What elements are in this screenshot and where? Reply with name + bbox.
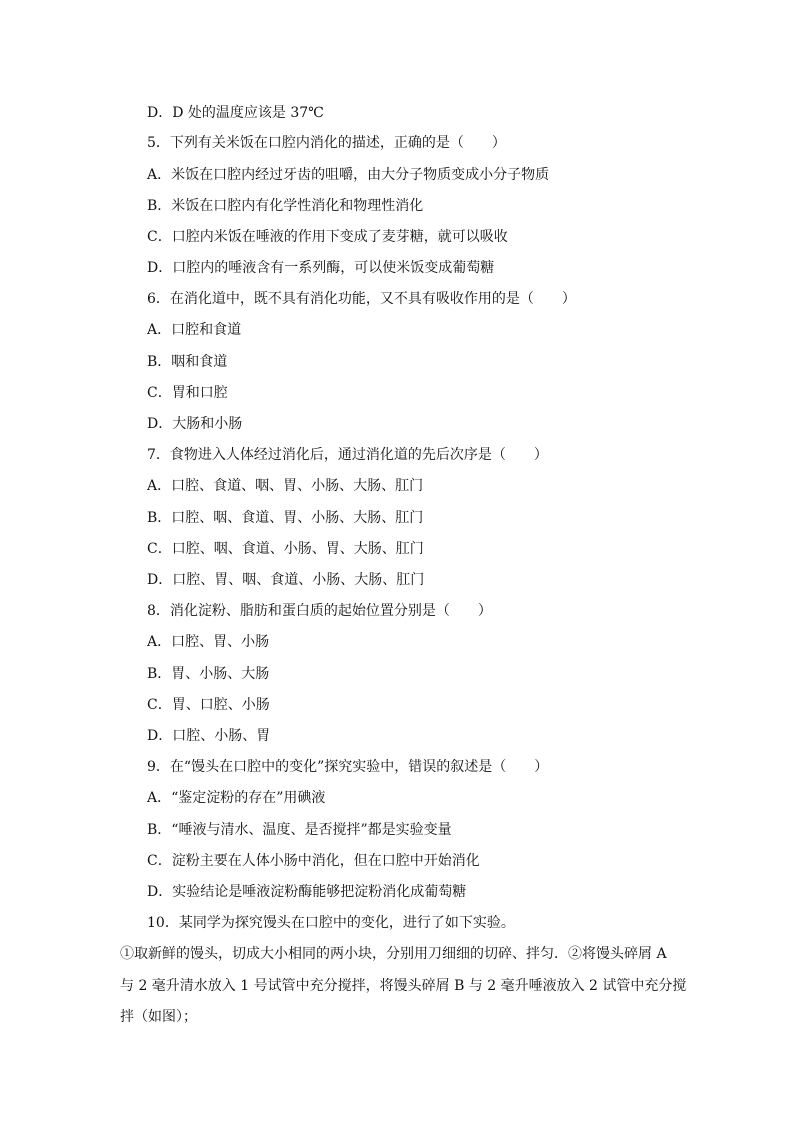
question-10: 10．某同学为探究馒头在口腔中的变化，进行了如下实验。 <box>147 915 515 931</box>
question-9: 9．在“馒头在口腔中的变化”探究实验中，错误的叙述是（ ） <box>147 759 549 775</box>
option-4d: D．D 处的温度应该是 37℃ <box>147 105 324 121</box>
option-7d: D．口腔、胃、咽、食道、小肠、大肠、肛门 <box>147 572 425 588</box>
question-6: 6．在消化道中，既不具有消化功能，又不具有吸收作用的是（ ） <box>147 291 576 307</box>
option-8b: B．胃、小肠、大肠 <box>147 666 270 682</box>
question-10-paragraph-line-3: 拌（如图）； <box>120 1009 197 1025</box>
option-5a: A．米饭在口腔内经过牙齿的咀嚼，由大分子物质变成小分子物质 <box>147 167 550 183</box>
option-6c: C．胃和口腔 <box>147 385 228 401</box>
question-10-paragraph-line-2: 与 2 毫升清水放入 1 号试管中充分搅拌，将馒头碎屑 B 与 2 毫升唾液放入 2 试管中充分搅 <box>120 978 687 994</box>
option-9b: B．“唾液与清水、温度、是否搅拌”都是实验变量 <box>147 822 452 838</box>
option-8d: D．口腔、小肠、胃 <box>147 728 271 744</box>
option-9d: D．实验结论是唾液淀粉酶能够把淀粉消化成葡萄糖 <box>147 884 467 900</box>
option-7a: A．口腔、食道、咽、胃、小肠、大肠、肛门 <box>147 478 424 494</box>
option-5d: D．口腔内的唾液含有一系列酶，可以使米饭变成葡萄糖 <box>147 260 495 276</box>
question-5: 5．下列有关米饭在口腔内消化的描述，正确的是（ ） <box>147 135 506 151</box>
option-6a: A．口腔和食道 <box>147 322 242 338</box>
option-9c: C．淀粉主要在人体小肠中消化，但在口腔中开始消化 <box>147 853 480 869</box>
option-6d: D．大肠和小肠 <box>147 416 243 432</box>
option-6b: B．咽和食道 <box>147 354 228 370</box>
option-5b: B．米饭在口腔内有化学性消化和物理性消化 <box>147 198 424 214</box>
question-7: 7．食物进入人体经过消化后，通过消化道的先后次序是（ ） <box>147 447 548 463</box>
option-5c: C．口腔内米饭在唾液的作用下变成了麦芽糖，就可以吸收 <box>147 229 508 245</box>
question-8: 8．消化淀粉、脂肪和蛋白质的起始位置分别是（ ） <box>147 603 492 619</box>
option-7b: B．口腔、咽、食道、胃、小肠、大肠、肛门 <box>147 510 424 526</box>
option-7c: C．口腔、咽、食道、小肠、胃、大肠、肛门 <box>147 541 424 557</box>
question-10-paragraph-line-1: ①取新鲜的馒头，切成大小相同的两小块，分别用刀细细的切碎、拌匀．②将馒头碎屑 A <box>120 946 667 962</box>
option-8a: A．口腔、胃、小肠 <box>147 634 270 650</box>
option-8c: C．胃、口腔、小肠 <box>147 697 270 713</box>
option-9a: A．“鉴定淀粉的存在”用碘液 <box>147 790 326 806</box>
